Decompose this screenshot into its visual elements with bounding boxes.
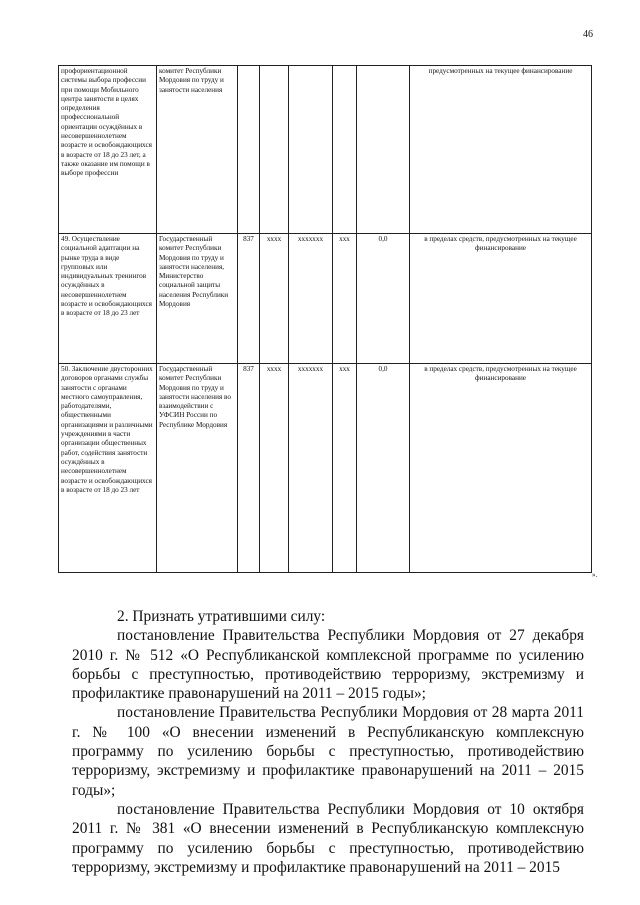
item-heading: 2. Признать утратившими силу:: [117, 608, 326, 625]
note-cell: в пределах средств, предусмотренных на текущее финансирование: [410, 364, 592, 573]
expense-type-cell: [333, 66, 357, 234]
resolution-text: [72, 607, 584, 877]
executor-cell: Государственный комитет Республики Мордовия по труду и занятости населения во взаимодействии с УФСИН России по Республике Мордовия: [157, 364, 238, 573]
closing-quote-mark: ».: [592, 571, 598, 579]
executor-cell: комитет Республики Мордовия по труду и занятости населения: [157, 66, 238, 234]
expense-type-cell: ххх: [333, 234, 357, 364]
target-article-cell: ххххххх: [289, 234, 333, 364]
amount-cell: 0,0: [357, 364, 410, 573]
code-cell: 837: [238, 234, 260, 364]
target-article-cell: [289, 66, 333, 234]
program-table: [58, 65, 592, 573]
executor-cell: Государственный комитет Республики Мордовия по труду и занятости населения, Министерство социальной защиты населения Республики Мордовия: [157, 234, 238, 364]
amount-cell: 0,0: [357, 234, 410, 364]
note-cell: предусмотренных на текущее финансирование: [410, 66, 592, 234]
table-row: [59, 234, 592, 364]
expense-type-cell: ххх: [333, 364, 357, 573]
table-row: [59, 66, 592, 234]
section-cell: [260, 66, 289, 234]
repealed-act-paragraph: постановление Правительства Республики Мордовия от 28 марта 2011 г. № 100 «О внесении изменений в Республиканскую комплексную программу по усилению борьбы с преступностью, противодействию терроризму, экстремизму и профилактике правонарушений на 2011 – 2015 годы»;: [72, 704, 584, 799]
repealed-act-paragraph: постановление Правительства Республики Мордовия от 10 октября 2011 г. № 381 «О внесении изменений в Республиканскую комплексную программу по усилению борьбы с преступностью, противодействию терроризму, экстремизму и профилактике правонарушений на 2011 – 2015: [72, 800, 584, 876]
code-cell: [238, 66, 260, 234]
code-cell: 837: [238, 364, 260, 573]
page-number: 46: [583, 29, 593, 40]
section-cell: хххх: [260, 364, 289, 573]
activity-cell: 49. Осуществление социальной адаптации на рынке труда в виде групповых или индивидуальных тренингов осуждённых в несовершеннолетнем возрасте и освобождающихся в возрасте от 18 до 23 лет: [59, 234, 157, 364]
section-cell: хххх: [260, 234, 289, 364]
table-row: [59, 364, 592, 573]
repealed-act-paragraph: постановление Правительства Республики Мордовия от 27 декабря 2010 г. № 512 «О Республиканской комплексной программе по усилению борьбы с преступностью, противодействию терроризму, экстремизму и профилактике правонарушений на 2011 – 2015 годы»;: [72, 627, 584, 703]
amount-cell: [357, 66, 410, 234]
activity-cell: 50. Заключение двусторонних договоров органами службы занятости с органами местного самоуправления, работодателями, общественными организациями и различными учреждениями в части организации общественных работ, содействия занятости осуждённых в несовершеннолетнем возрасте и освобождающихся в возрасте от 18 до 23 лет: [59, 364, 157, 573]
note-cell: в пределах средств, предусмотренных на текущее финансирование: [410, 234, 592, 364]
activity-cell: профориентационной системы выбора профессии при помощи Мобильного центра занятости в целях определения профессиональной ориентации осуждённых в несовершеннолетнем возрасте и освобождающихся в возрасте от 18 до 23 лет, а также оказание им помощи в выборе профессии: [59, 66, 157, 234]
target-article-cell: ххххххх: [289, 364, 333, 573]
